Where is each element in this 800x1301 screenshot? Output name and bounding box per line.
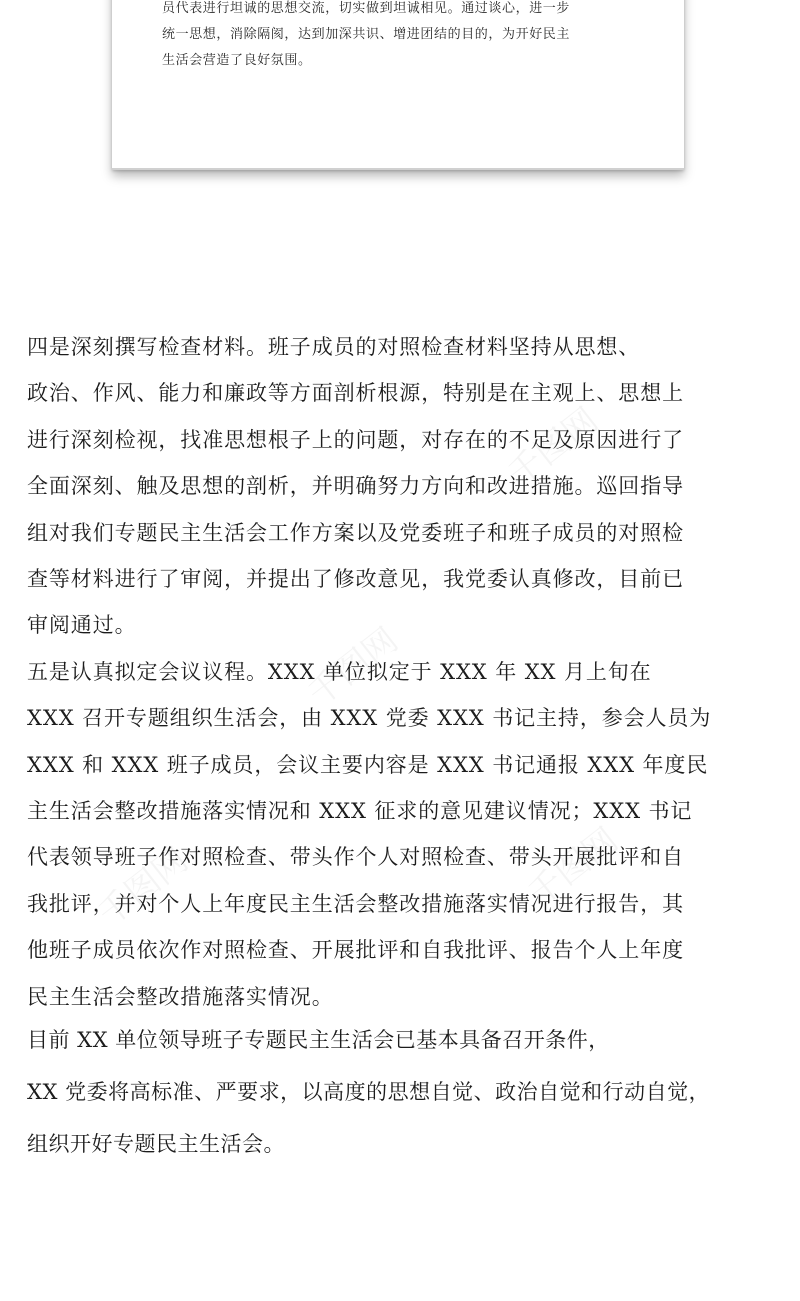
preview-line: 生活会营造了良好氛围。 [162,53,312,68]
paragraph-line: 我批评，并对个人上年度民主生活会整改措施落实情况进行报告，其 [27,891,684,916]
paragraph-line: 四是深刻撰写检查材料。班子成员的对照检查材料坚持从思想、 [27,335,641,359]
paragraph-line: 主生活会整改措施落实情况和 XXX 征求的意见建议情况；XXX 书记 [27,799,693,824]
paragraph-line: 民主生活会整改措施落实情况。 [27,984,334,1009]
paragraph-line: 组织开好专题民主生活会。 [27,1132,285,1156]
document-body [27,324,777,1156]
paragraph-line: XXX 召开专题组织生活会，由 XXX 党委 XXX 书记主持，参会人员为 [27,706,712,731]
section-five [27,649,777,1020]
preview-line: 统一思想，消除隔阂，达到加深共识、增进团结的目的，为开好民主 [162,27,571,42]
paragraph-line: XX 党委将高标准、严要求，以高度的思想自觉、政治自觉和行动自觉， [27,1080,711,1104]
paragraph-line: 政治、作风、能力和廉政等方面剖析根源，特别是在主观上、思想上 [27,381,684,406]
paragraph-line: 查等材料进行了审阅，并提出了修改意见，我党委认真修改，目前已 [27,567,684,592]
preview-text [162,0,642,74]
paragraph-line: 进行深刻检视，找准思想根子上的问题，对存在的不足及原因进行了 [27,427,684,452]
paragraph-line: 组对我们专题民主生活会工作方案以及党委班子和班子成员的对照检 [27,520,684,545]
section-four [27,324,777,649]
paragraph-line: 代表领导班子作对照检查、带头作个人对照检查、带头开展批评和自 [27,845,684,870]
paragraph-line: 五是认真拟定会议议程。XXX 单位拟定于 XXX 年 XX 月上旬在 [27,659,652,684]
paragraph-line: XXX 和 XXX 班子成员，会议主要内容是 XXX 书记通报 XXX 年度民 [27,752,709,777]
closing-paragraph [27,1014,777,1170]
preview-line: 员代表进行坦诚的思想交流，切实做到坦诚相见。通过谈心，进一步 [162,1,571,16]
paragraph-line: 目前 XX 单位领导班子专题民主生活会已基本具备召开条件， [27,1028,610,1052]
preview-card [112,0,684,170]
paragraph-line: 全面深刻、触及思想的剖析，并明确努力方向和改进措施。巡回指导 [27,474,684,499]
paragraph-line: 审阅通过。 [27,613,137,638]
paragraph-line: 他班子成员依次作对照检查、开展批评和自我批评、报告个人上年度 [27,938,684,963]
